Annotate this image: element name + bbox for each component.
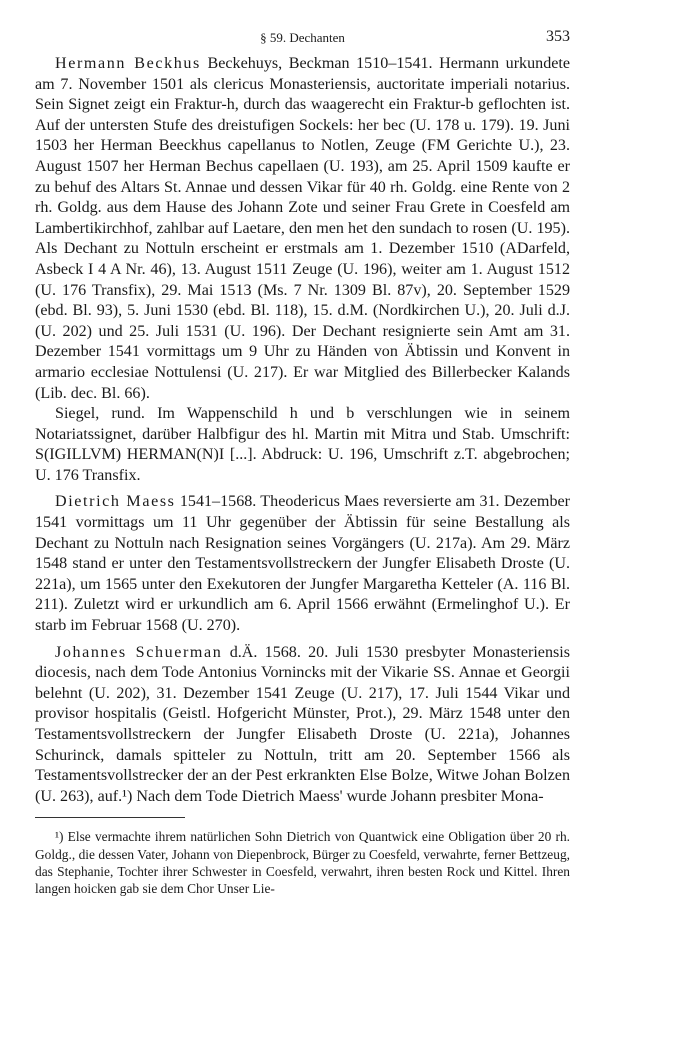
person-name: Hermann Beckhus [55,55,201,72]
entry-text: 1541–1568. Theodericus Maes reversierte am 31. Dezember 1541 vormittags um 11 Uhr gegenüber der Äbtissin für seine Bestallung als Dechant zu Nottuln nach Resignation seines Vorgängers (U. 217a). Am 29. März 1548 stand er unter den Testamentsvollstreckern der Jungfer Elisabeth Droste (U. 221a), um 1565 unter den Exekutoren der Jungfer Margaretha Ketteler (A. 116 Bl. 211). Zuletzt wird er urkundlich am 6. April 1566 erwähnt (Ermelinghof U.). Er starb im Februar 1568 (U. 270). [35,493,570,635]
entry-text: d.Ä. 1568. 20. Juli 1530 presbyter Monasteriensis diocesis, nach dem Tode Antonius Vornincks mit der Vikarie SS. Annae et Georgii belehnt (U. 202), 31. Dezember 1541 Zeuge (U. 217), 17. Juli 1544 Vikar und provisor hospitalis (Geistl. Hofgericht Münster, Prot.), 29. März 1548 unter den Testamentsvollstreckern der Jungfer Elisabeth Droste (U. 221a), Johannes Schurinck, damals spitteler zu Nottuln, tritt am 20. September 1566 als Testamentsvollstrecker der an der Pest erkrankten Else Bolze, Witwe Johan Bolzen (U. 263), auf.¹) Nach dem Tode Dietrich Maess' wurde Johann presbiter Mona- [35,643,570,805]
running-header [35,28,570,54]
footnote-divider [35,817,185,818]
book-page [35,28,570,897]
entry-hermann-beckhus [35,54,570,404]
footnote: ¹) Else vermachte ihrem natürlichen Sohn Dietrich von Quantwick eine Obligation über 20 rh. Goldg., die dessen Vater, Johann von Diepenbrock, Bürger zu Coesfeld, verwahrte, ferner Bettzeug, das Stephanie, Tochter ihrer Schwester in Coesfeld, verwahrt, ihren besten Rock und Kittel. Ihren langen hoicken gab sie dem Chor Unser Lie- [35,829,570,896]
section-title: § 59. Dechanten [260,30,345,45]
entry-dietrich-maess [35,492,570,636]
seal-description [35,404,570,486]
person-name: Johannes Schuerman [55,643,223,661]
entry-text: Siegel, rund. Im Wappenschild h und b verschlungen wie in seinem Notariatssignet, darüber Halbfigur des hl. Martin mit Mitra und Stab. Umschrift: S(IGILLVM) HERMAN(N)I [...]. Abdruck: U. 196, Umschrift z.T. abgebrochen; U. 176 Transfix. [35,405,570,484]
entry-text: Beckehuys, Beckman 1510–1541. Hermann urkundete am 7. November 1501 als clericus Monasteriensis, auctoritate imperiali notarius. Sein Signet zeigt ein Fraktur-h, durch das waagerecht ein Fraktur-b geflochten ist. Auf der untersten Stufe des dreistufigen Sockels: her bec (U. 178 u. 179). 19. Juni 1503 her Herman Beeckhus capellanus to Notlen, Zeuge (FM Gerichte U.), 23. August 1507 her Herman Bechus capellaen (U. 193), am 25. April 1509 kaufte er zu behuf des Altars St. Annae und dessen Vikar für 40 rh. Goldg. eine Rente von 2 rh. Goldg. aus dem Hause des Johann Zote und seiner Frau Grete in Coesfeld am Lambertikirchhof, zahlbar auf Laetare, den men het den sundach to rosen (U. 195). Als Dechant zu Nottuln erscheint er erstmals am 1. Dezember 1510 (ADarfeld, Asbeck I 4 A Nr. 46), 13. August 1511 Zeuge (U. 196), weiter am 1. August 1512 (U. 176 Transfix), 29. Mai 1513 (Ms. 7 Nr. 1309 Bl. 87v), 20. September 1529 (ebd. Bl. 93), 5. Juni 1530 (ebd. Bl. 118), 15. d.M. (Nordkirchen U.), 20. Juli d.J. (U. 202) und 25. Juli 1531 (U. 196). Der Dechant resignierte sein Amt am 31. Dezember 1541 vormittags um 9 Uhr zu Händen von Äbtissin und Konvent in armario ecclesiae Nottulensi (U. 217). Er war Mitglied des Billerbecker Kalands (Lib. dec. Bl. 66). [35,55,571,402]
page-number: 353 [546,28,570,45]
entry-johannes-schuerman [35,643,570,808]
person-name: Dietrich Maess [55,493,176,511]
